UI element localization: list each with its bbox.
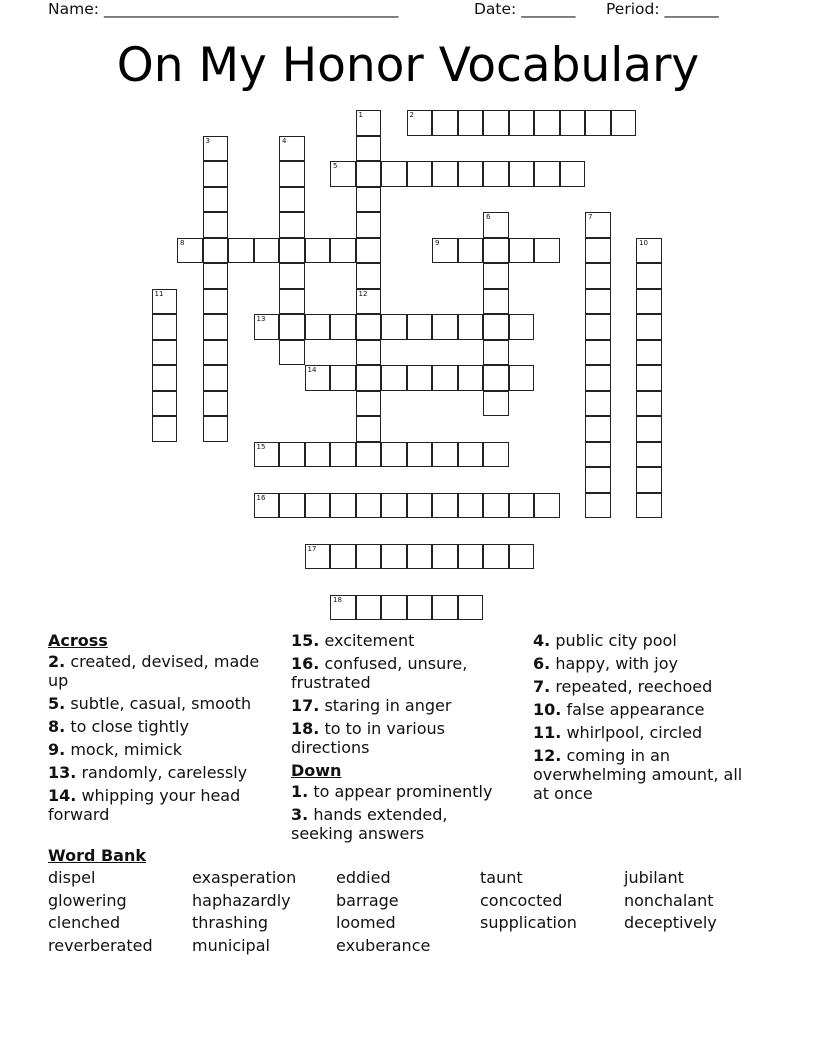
crossword-cell[interactable] xyxy=(458,442,484,468)
crossword-cell[interactable] xyxy=(509,110,535,136)
word-bank-heading: Word Bank xyxy=(48,846,147,865)
word-bank-item: municipal xyxy=(192,935,270,955)
clue-number: 2 xyxy=(409,111,414,119)
clue-item: 9. mock, mimick xyxy=(48,740,183,759)
crossword-cell[interactable] xyxy=(432,365,458,391)
clue-number: 5 xyxy=(333,162,338,170)
crossword-cell[interactable] xyxy=(483,314,509,340)
crossword-cell[interactable] xyxy=(330,442,356,468)
crossword-cell[interactable] xyxy=(432,238,458,264)
crossword-cell[interactable] xyxy=(279,212,305,238)
crossword-cell[interactable] xyxy=(432,110,458,136)
crossword-cell[interactable] xyxy=(483,289,509,315)
crossword-cell[interactable] xyxy=(585,365,611,391)
crossword-cell[interactable] xyxy=(330,365,356,391)
crossword-cell[interactable] xyxy=(356,161,382,187)
clue-number: 14 xyxy=(307,366,317,374)
clue-number: 18 xyxy=(333,595,342,604)
crossword-cell[interactable] xyxy=(279,289,305,315)
crossword-cell[interactable] xyxy=(585,416,611,442)
crossword-cell[interactable] xyxy=(152,365,178,391)
crossword-cell[interactable] xyxy=(152,314,178,340)
word-bank-item: taunt xyxy=(480,868,523,887)
crossword-cell[interactable] xyxy=(381,161,407,187)
crossword-cell[interactable] xyxy=(356,416,382,442)
crossword-cell[interactable] xyxy=(585,467,611,493)
crossword-cell[interactable] xyxy=(330,544,356,570)
crossword-cell[interactable] xyxy=(279,493,305,519)
clue-number: 9 xyxy=(435,238,440,247)
clue-item: 4. public city pool xyxy=(533,631,677,650)
crossword-cell[interactable] xyxy=(585,212,611,238)
crossword-cell[interactable] xyxy=(152,416,178,442)
word-bank-item: concocted xyxy=(480,890,563,910)
crossword-cell[interactable] xyxy=(203,314,229,340)
crossword-cell[interactable] xyxy=(152,289,178,315)
crossword-cell[interactable] xyxy=(509,161,535,187)
crossword-cell[interactable] xyxy=(432,314,458,340)
across-heading: Across xyxy=(48,631,108,650)
crossword-cell[interactable] xyxy=(534,238,560,264)
clue-number: 6 xyxy=(486,213,491,221)
crossword-cell[interactable] xyxy=(509,544,535,570)
word-bank-item: barrage xyxy=(336,890,399,910)
crossword-cell[interactable] xyxy=(458,314,484,340)
word-bank-item: deceptively xyxy=(624,913,717,933)
crossword-cell[interactable] xyxy=(279,442,305,468)
clue-number: 3 xyxy=(205,136,210,145)
crossword-cell[interactable] xyxy=(585,442,611,468)
crossword-cell[interactable] xyxy=(305,238,331,264)
crossword-cell[interactable] xyxy=(279,263,305,289)
crossword-cell[interactable] xyxy=(203,263,229,289)
crossword-cell[interactable] xyxy=(356,595,382,621)
crossword-cell[interactable] xyxy=(636,442,662,468)
word-bank-item: supplication xyxy=(480,913,577,933)
date-line[interactable]: Date: _______ xyxy=(474,0,576,18)
crossword-cell[interactable] xyxy=(636,416,662,442)
crossword-cell[interactable] xyxy=(228,238,254,264)
clue-number: 13 xyxy=(256,315,266,323)
crossword-cell[interactable] xyxy=(432,161,458,187)
crossword-cell[interactable] xyxy=(279,238,305,264)
crossword-cell[interactable] xyxy=(407,365,433,391)
crossword-cell[interactable] xyxy=(254,314,280,340)
clue-number: 7 xyxy=(588,213,593,221)
crossword-cell[interactable] xyxy=(356,340,382,366)
crossword-cell[interactable] xyxy=(458,544,484,570)
crossword-cell[interactable] xyxy=(483,442,509,468)
crossword-cell[interactable] xyxy=(458,493,484,519)
crossword-cell[interactable] xyxy=(458,110,484,136)
clue-item: 18. to to in various directions xyxy=(291,719,445,757)
crossword-cell[interactable] xyxy=(636,314,662,340)
crossword-cell[interactable] xyxy=(483,238,509,264)
word-bank-item: glowering xyxy=(48,890,127,910)
crossword-cell[interactable] xyxy=(254,238,280,264)
crossword-cell[interactable] xyxy=(305,442,331,468)
crossword-cell[interactable] xyxy=(407,493,433,519)
down-heading: Down xyxy=(291,761,342,780)
crossword-cell[interactable] xyxy=(560,161,586,187)
crossword-cell[interactable] xyxy=(483,212,509,238)
crossword-cell[interactable] xyxy=(254,442,280,468)
crossword-cell[interactable] xyxy=(534,110,560,136)
word-bank-item: reverberated xyxy=(48,935,153,955)
clue-item: 8. to close tightly xyxy=(48,717,189,736)
crossword-cell[interactable] xyxy=(279,187,305,213)
crossword-cell[interactable] xyxy=(458,161,484,187)
crossword-cell[interactable] xyxy=(356,263,382,289)
clue-item: 7. repeated, reechoed xyxy=(533,677,713,696)
crossword-cell[interactable] xyxy=(381,365,407,391)
crossword-cell[interactable] xyxy=(483,493,509,519)
clue-number: 10 xyxy=(639,238,648,247)
clue-item: 10. false appearance xyxy=(533,700,705,719)
crossword-cell[interactable] xyxy=(330,238,356,264)
clue-number: 17 xyxy=(307,544,317,553)
crossword-cell[interactable] xyxy=(203,136,229,162)
crossword-cell[interactable] xyxy=(203,238,229,264)
clue-number: 1 xyxy=(358,111,363,119)
crossword-cell[interactable] xyxy=(203,365,229,391)
word-bank-item: eddied xyxy=(336,868,391,887)
crossword-cell[interactable] xyxy=(407,595,433,621)
crossword-cell[interactable] xyxy=(330,161,356,187)
crossword-cell[interactable] xyxy=(432,493,458,519)
crossword-cell[interactable] xyxy=(534,161,560,187)
crossword-cell[interactable] xyxy=(305,314,331,340)
crossword-cell[interactable] xyxy=(381,595,407,621)
crossword-cell[interactable] xyxy=(483,161,509,187)
clue-number: 4 xyxy=(282,136,287,145)
crossword-cell[interactable] xyxy=(203,212,229,238)
clue-item: 17. staring in anger xyxy=(291,696,452,715)
crossword-cell[interactable] xyxy=(483,110,509,136)
crossword-cell[interactable] xyxy=(203,391,229,417)
clue-number: 16 xyxy=(256,493,266,502)
word-bank-item: dispel xyxy=(48,868,96,887)
crossword-cell[interactable] xyxy=(279,136,305,162)
crossword-cell[interactable] xyxy=(356,314,382,340)
crossword-cell[interactable] xyxy=(585,289,611,315)
crossword-cell[interactable] xyxy=(432,595,458,621)
clue-number: 12 xyxy=(358,289,368,298)
crossword-cell[interactable] xyxy=(636,238,662,264)
crossword-cell[interactable] xyxy=(432,544,458,570)
crossword-cell[interactable] xyxy=(636,467,662,493)
clue-item: 6. happy, with joy xyxy=(533,654,678,673)
clue-item: 1. to appear prominently xyxy=(291,782,493,801)
crossword-cell[interactable] xyxy=(560,110,586,136)
crossword-cell[interactable] xyxy=(356,391,382,417)
crossword-cell[interactable] xyxy=(407,110,433,136)
crossword-cell[interactable] xyxy=(636,391,662,417)
crossword-cell[interactable] xyxy=(585,493,611,519)
clue-item: 12. coming in an overwhelming amount, all at once xyxy=(533,746,743,803)
crossword-cell[interactable] xyxy=(585,110,611,136)
crossword-cell[interactable] xyxy=(585,263,611,289)
crossword-cell[interactable] xyxy=(279,161,305,187)
crossword-cell[interactable] xyxy=(254,493,280,519)
crossword-cell[interactable] xyxy=(381,314,407,340)
crossword-cell[interactable] xyxy=(407,161,433,187)
clue-item: 13. randomly, carelessly xyxy=(48,763,248,782)
crossword-cell[interactable] xyxy=(381,493,407,519)
crossword-cell[interactable] xyxy=(509,493,535,519)
crossword-cell[interactable] xyxy=(203,340,229,366)
word-bank-item: haphazardly xyxy=(192,890,291,910)
page-title: On My Honor Vocabulary xyxy=(116,38,700,93)
crossword-cell[interactable] xyxy=(356,238,382,264)
word-bank-item: loomed xyxy=(336,913,396,933)
crossword-cell[interactable] xyxy=(381,544,407,570)
word-bank-item: exasperation xyxy=(192,868,297,887)
clue-item: 14. whipping your head forward xyxy=(48,786,241,824)
crossword-cell[interactable] xyxy=(330,493,356,519)
crossword-cell[interactable] xyxy=(483,365,509,391)
word-bank-item: jubilant xyxy=(624,868,684,887)
crossword-cell[interactable] xyxy=(407,544,433,570)
crossword-cell[interactable] xyxy=(636,493,662,519)
clue-item: 3. hands extended, seeking answers xyxy=(291,805,448,843)
crossword-cell[interactable] xyxy=(483,263,509,289)
crossword-cell[interactable] xyxy=(483,340,509,366)
clue-number: 11 xyxy=(154,289,164,298)
crossword-cell[interactable] xyxy=(330,314,356,340)
word-bank-item: exuberance xyxy=(336,935,431,955)
crossword-cell[interactable] xyxy=(458,238,484,264)
crossword-cell[interactable] xyxy=(458,595,484,621)
crossword-cell[interactable] xyxy=(152,391,178,417)
crossword-cell[interactable] xyxy=(585,340,611,366)
crossword-cell[interactable] xyxy=(203,161,229,187)
crossword-cell[interactable] xyxy=(636,289,662,315)
crossword-cell[interactable] xyxy=(483,391,509,417)
word-bank-item: clenched xyxy=(48,913,121,933)
crossword-cell[interactable] xyxy=(356,289,382,315)
crossword-cell[interactable] xyxy=(381,442,407,468)
crossword-cell[interactable] xyxy=(305,365,331,391)
crossword-cell[interactable] xyxy=(330,595,356,621)
crossword-cell[interactable] xyxy=(305,544,331,570)
crossword-cell[interactable] xyxy=(356,493,382,519)
crossword-cell[interactable] xyxy=(483,544,509,570)
clues-column-2 xyxy=(291,631,513,847)
crossword-cell[interactable] xyxy=(585,314,611,340)
crossword-cell[interactable] xyxy=(356,187,382,213)
crossword-cell[interactable] xyxy=(279,340,305,366)
crossword-cell[interactable] xyxy=(356,365,382,391)
crossword-cell[interactable] xyxy=(509,238,535,264)
crossword-cell[interactable] xyxy=(585,391,611,417)
clue-item: 16. confused, unsure, frustrated xyxy=(291,654,468,692)
crossword-cell[interactable] xyxy=(356,544,382,570)
crossword-cell[interactable] xyxy=(356,442,382,468)
period-line[interactable]: Period: _______ xyxy=(606,0,719,18)
crossword-cell[interactable] xyxy=(407,314,433,340)
across-clues-column-1 xyxy=(48,631,268,828)
crossword-cell[interactable] xyxy=(636,365,662,391)
crossword-cell[interactable] xyxy=(356,212,382,238)
crossword-cell[interactable] xyxy=(356,136,382,162)
crossword-cell[interactable] xyxy=(611,110,637,136)
clue-number: 8 xyxy=(180,238,185,247)
crossword-cell[interactable] xyxy=(534,493,560,519)
word-bank-item: thrashing xyxy=(192,913,269,933)
crossword-cell[interactable] xyxy=(509,314,535,340)
name-line[interactable]: Name: ______________________________________ xyxy=(48,0,399,18)
crossword-cell[interactable] xyxy=(356,110,382,136)
crossword-cell[interactable] xyxy=(458,365,484,391)
crossword-cell[interactable] xyxy=(636,263,662,289)
clue-item: 15. excitement xyxy=(291,631,415,650)
clue-number: 15 xyxy=(256,442,266,451)
down-clues-column-3 xyxy=(533,631,763,807)
crossword-cell[interactable] xyxy=(203,187,229,213)
crossword-cell[interactable] xyxy=(177,238,203,264)
crossword-cell[interactable] xyxy=(407,442,433,468)
clue-item: 5. subtle, casual, smooth xyxy=(48,694,252,713)
clue-item: 2. created, devised, made up xyxy=(48,652,260,690)
crossword-cell[interactable] xyxy=(432,442,458,468)
crossword-cell[interactable] xyxy=(636,340,662,366)
crossword-cell[interactable] xyxy=(203,416,229,442)
clue-item: 11. whirlpool, circled xyxy=(533,723,703,742)
crossword-cell[interactable] xyxy=(585,238,611,264)
crossword-cell[interactable] xyxy=(279,314,305,340)
word-bank-item: nonchalant xyxy=(624,890,714,910)
crossword-cell[interactable] xyxy=(305,493,331,519)
crossword-cell[interactable] xyxy=(152,340,178,366)
crossword-cell[interactable] xyxy=(203,289,229,315)
crossword-cell[interactable] xyxy=(509,365,535,391)
